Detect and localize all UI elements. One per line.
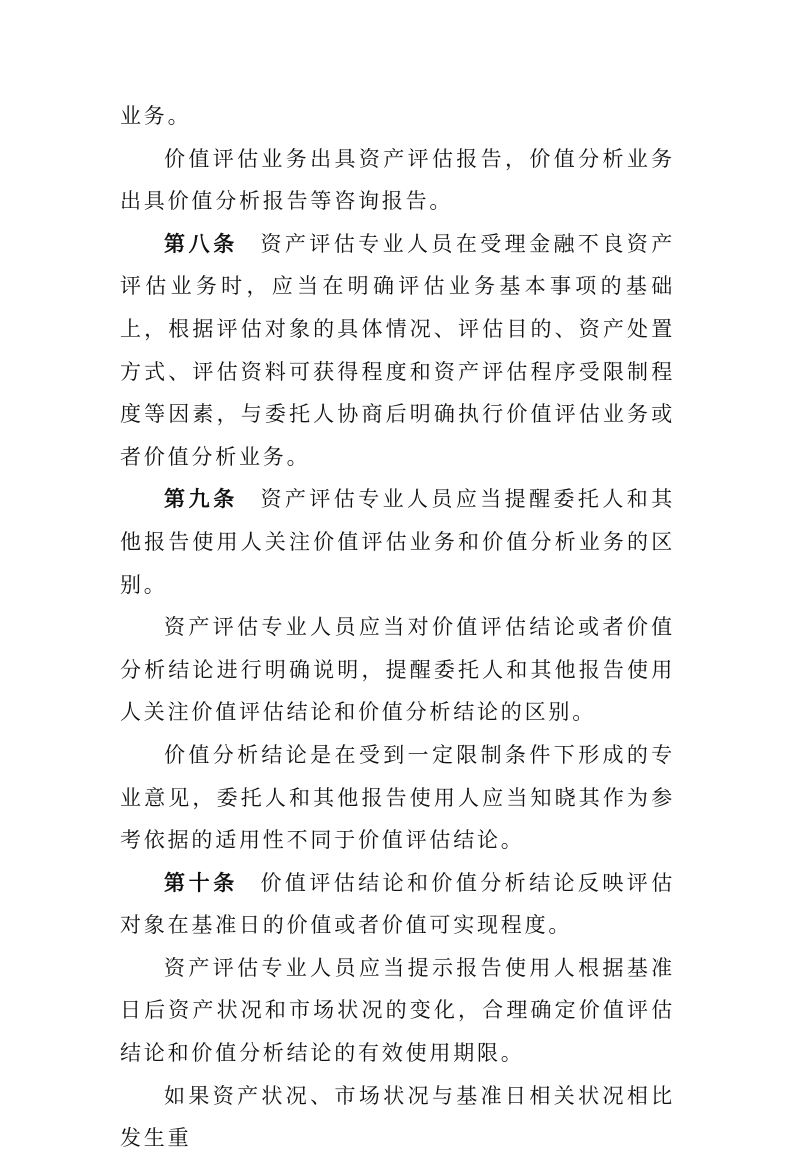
- paragraph-text: 资产评估专业人员应当提示报告使用人根据基准日后资产状况和市场状况的变化，合理确定价值评估结论和价值分析结论的有效使用期限。: [120, 955, 675, 1066]
- paragraph-text: 价值分析结论是在受到一定限制条件下形成的专业意见，委托人和其他报告使用人应当知晓其作为参考依据的适用性不同于价值评估结论。: [120, 742, 675, 853]
- document-body: [120, 95, 675, 1160]
- article-number: 第八条: [164, 231, 238, 256]
- paragraph-article-8: [120, 223, 675, 479]
- article-number: 第十条: [164, 870, 238, 895]
- paragraph-text: 资产评估专业人员应当对价值评估结论或者价值分析结论进行明确说明，提醒委托人和其他报告使用人关注价值评估结论和价值分析结论的区别。: [120, 615, 675, 725]
- paragraph-article-10: [120, 862, 675, 947]
- paragraph-2: [120, 138, 675, 223]
- paragraph-text: 资产评估专业人员在受理金融不良资产评估业务时，应当在明确评估业务基本事项的基础上，根据评估对象的具体情况、评估目的、资产处置方式、评估资料可获得程度和资产评估程序受限制程度等因素，与委托人协商后明确执行价值评估业务或者价值分析业务。: [120, 231, 675, 469]
- paragraph-text: 资产评估专业人员应当提醒委托人和其他报告使用人关注价值评估业务和价值分析业务的区别。: [120, 487, 675, 597]
- paragraph-text: 价值评估结论和价值分析结论反映评估对象在基准日的价值或者价值可实现程度。: [120, 870, 675, 938]
- paragraph-text: 如果资产状况、市场状况与基准日相关状况相比发生重: [120, 1083, 675, 1151]
- paragraph-article-9: [120, 478, 675, 606]
- paragraph-8: [120, 947, 675, 1075]
- paragraph-6: [120, 734, 675, 862]
- paragraph-1: [120, 95, 675, 138]
- paragraph-text: 业务。: [120, 104, 192, 128]
- paragraph-9: [120, 1075, 675, 1160]
- article-number: 第九条: [164, 487, 238, 512]
- paragraph-5: [120, 606, 675, 734]
- paragraph-text: 价值评估业务出具资产评估报告，价值分析业务出具价值分析报告等咨询报告。: [120, 146, 675, 214]
